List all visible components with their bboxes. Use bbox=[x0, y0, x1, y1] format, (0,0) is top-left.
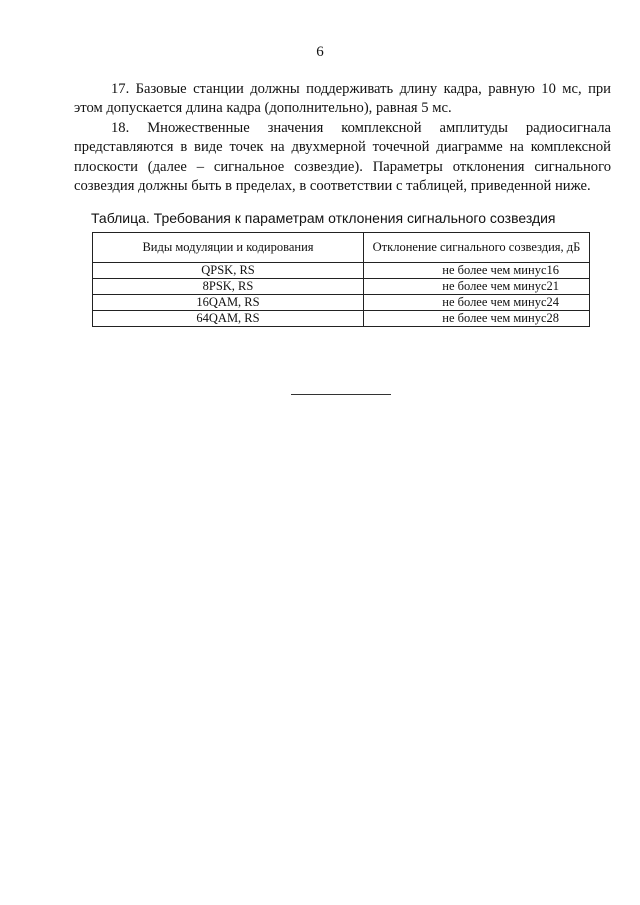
constellation-requirements-table bbox=[92, 232, 590, 327]
deviation-cell: не более чем минус16 bbox=[364, 263, 590, 279]
deviation-cell: не более чем минус21 bbox=[364, 279, 590, 295]
modulation-cell: QPSK, RS bbox=[93, 263, 364, 279]
end-of-document-rule bbox=[291, 394, 391, 395]
table-header-row bbox=[93, 233, 590, 263]
table-row bbox=[93, 279, 590, 295]
deviation-cell: не более чем минус28 bbox=[364, 311, 590, 327]
page-number: 6 bbox=[316, 44, 324, 60]
document-body bbox=[74, 80, 611, 196]
table-row bbox=[93, 311, 590, 327]
header-deviation: Отклонение сигнального созвездия, дБ bbox=[364, 233, 590, 263]
modulation-cell: 8PSK, RS bbox=[93, 279, 364, 295]
header-modulation: Виды модуляции и кодирования bbox=[93, 233, 364, 263]
table-row bbox=[93, 295, 590, 311]
deviation-cell: не более чем минус24 bbox=[364, 295, 590, 311]
modulation-cell: 64QAM, RS bbox=[93, 311, 364, 327]
paragraph-18: 18. Множественные значения комплексной амплитуды радиосигнала представляются в виде точек на двухмерной точечной диаграмме на комплексной плоскости (далее – сигнальное созвездие). Параметры отклонения сигнального созвездия должны быть в пределах, в соответствии с таблицей, приведенной ниже. bbox=[74, 119, 611, 195]
table-caption: Таблица. Требования к параметрам отклонения сигнального созвездия bbox=[91, 210, 556, 226]
table-row bbox=[93, 263, 590, 279]
modulation-cell: 16QAM, RS bbox=[93, 295, 364, 311]
paragraph-17: 17. Базовые станции должны поддерживать длину кадра, равную 10 мс, при этом допускается длина кадра (дополнительно), равная 5 мс. bbox=[74, 81, 611, 117]
